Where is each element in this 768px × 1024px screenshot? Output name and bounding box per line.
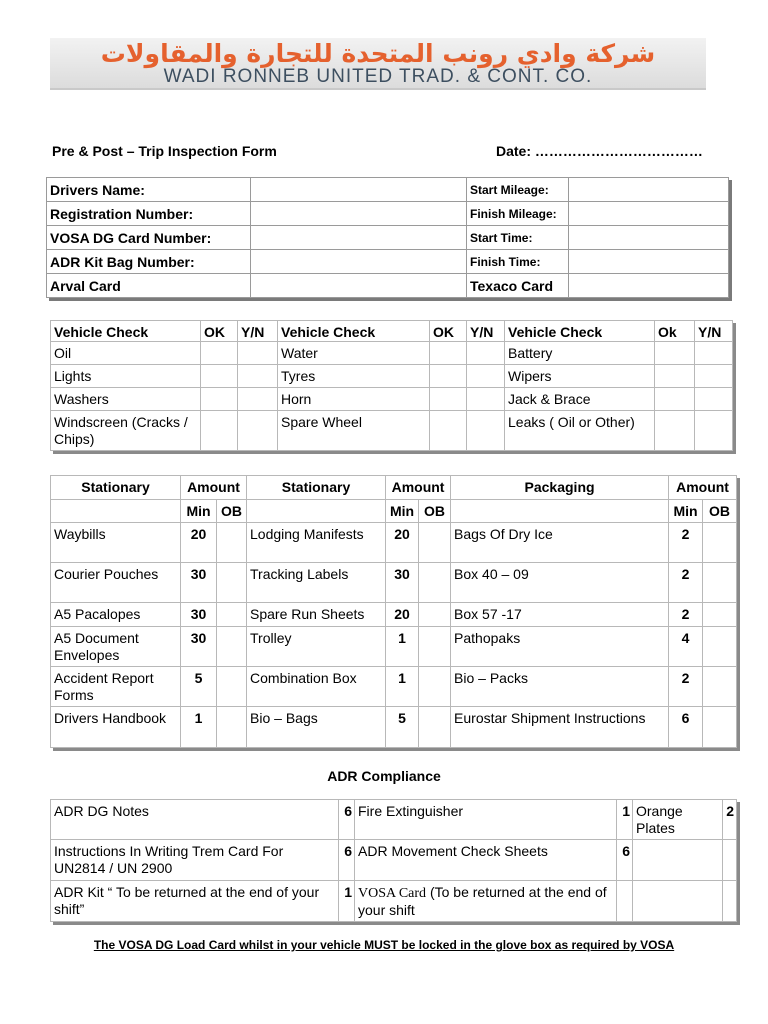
- ob-cell[interactable]: [703, 707, 737, 748]
- adr-item: Instructions In Writing Trem Card For UN2814 / UN 2900: [51, 840, 339, 881]
- ob-cell[interactable]: [419, 523, 451, 563]
- min-value: 30: [181, 563, 217, 603]
- ok-cell[interactable]: [655, 388, 695, 411]
- ok-cell[interactable]: [430, 388, 467, 411]
- ob-cell[interactable]: [217, 627, 247, 667]
- table-row: [51, 603, 737, 627]
- ob-cell[interactable]: [703, 667, 737, 707]
- check-item: Water: [278, 342, 430, 365]
- column-header: Vehicle Check: [278, 321, 430, 342]
- stationary-table: [50, 475, 737, 748]
- ok-cell[interactable]: [430, 342, 467, 365]
- yn-cell[interactable]: [467, 411, 505, 451]
- check-item: Tyres: [278, 365, 430, 388]
- min-header: Min: [386, 500, 419, 523]
- table-row: [51, 411, 733, 451]
- adr-qty: 6: [339, 840, 355, 881]
- info-label: Finish Time:: [467, 250, 569, 274]
- adr-qty: [723, 840, 737, 881]
- table-row: [51, 707, 737, 748]
- yn-cell[interactable]: [238, 411, 278, 451]
- ob-header: OB: [703, 500, 737, 523]
- ob-cell[interactable]: [217, 707, 247, 748]
- check-item: Wipers: [505, 365, 655, 388]
- table-row: [51, 563, 737, 603]
- column-header: Vehicle Check: [51, 321, 201, 342]
- table-row: [51, 800, 737, 840]
- vosa-card-label: VOSA Card: [358, 886, 427, 901]
- info-value-field[interactable]: [569, 274, 729, 298]
- yn-cell[interactable]: [238, 388, 278, 411]
- ob-cell[interactable]: [703, 563, 737, 603]
- ob-cell[interactable]: [217, 523, 247, 563]
- yn-cell[interactable]: [467, 342, 505, 365]
- adr-qty: 2: [723, 800, 737, 840]
- item-name: Bio – Packs: [451, 667, 669, 707]
- table-row: [47, 178, 729, 202]
- adr-item: [355, 881, 617, 922]
- item-name: Courier Pouches: [51, 563, 181, 603]
- adr-qty: 1: [339, 881, 355, 922]
- adr-item-note: (To be returned at the end of your shift: [358, 884, 607, 918]
- company-name-arabic: شركة وادي رونب المتحدة للتجارة والمقاولات: [100, 39, 656, 68]
- table-row: [47, 274, 729, 298]
- adr-qty: 6: [617, 840, 633, 881]
- min-value: 20: [181, 523, 217, 563]
- column-header: Y/N: [467, 321, 505, 342]
- check-item: Battery: [505, 342, 655, 365]
- ob-header: OB: [419, 500, 451, 523]
- check-item: Windscreen (Cracks / Chips): [51, 411, 201, 451]
- table-subheader-row: [51, 500, 737, 523]
- info-value-field[interactable]: [251, 226, 467, 250]
- item-name: Box 40 – 09: [451, 563, 669, 603]
- min-value: 5: [386, 707, 419, 748]
- item-name: Drivers Handbook: [51, 707, 181, 748]
- column-header: Amount: [181, 476, 247, 500]
- driver-info-table: [46, 177, 729, 298]
- check-item: Jack & Brace: [505, 388, 655, 411]
- ob-header: OB: [217, 500, 247, 523]
- item-name: Bags Of Dry Ice: [451, 523, 669, 563]
- adr-qty: 6: [339, 800, 355, 840]
- info-label: ADR Kit Bag Number:: [47, 250, 251, 274]
- column-header: Packaging: [451, 476, 669, 500]
- table-row: [51, 627, 737, 667]
- table-row: [51, 840, 737, 881]
- table-row: [51, 667, 737, 707]
- info-label: Start Time:: [467, 226, 569, 250]
- check-item: Lights: [51, 365, 201, 388]
- info-value-field[interactable]: [251, 274, 467, 298]
- info-label: VOSA DG Card Number:: [47, 226, 251, 250]
- column-header: Ok: [655, 321, 695, 342]
- min-value: 2: [669, 603, 703, 627]
- adr-qty: [723, 881, 737, 922]
- footer-note: [0, 938, 768, 952]
- info-label: Finish Mileage:: [467, 202, 569, 226]
- column-header: Vehicle Check: [505, 321, 655, 342]
- check-item: Spare Wheel: [278, 411, 430, 451]
- min-value: 30: [181, 627, 217, 667]
- column-header: Y/N: [238, 321, 278, 342]
- adr-section-title: ADR Compliance: [327, 768, 441, 784]
- info-label: Start Mileage:: [467, 178, 569, 202]
- adr-qty: [617, 881, 633, 922]
- company-logo: [50, 38, 706, 92]
- item-name: Waybills: [51, 523, 181, 563]
- yn-cell[interactable]: [238, 342, 278, 365]
- min-value: 2: [669, 563, 703, 603]
- column-header: Stationary: [247, 476, 386, 500]
- footer-note-text: The VOSA DG Load Card whilst in your vehicle MUST be locked in the glove box as required by VOSA: [93, 938, 675, 952]
- info-value-field[interactable]: [251, 202, 467, 226]
- item-name: Trolley: [247, 627, 386, 667]
- yn-cell[interactable]: [695, 365, 733, 388]
- min-value: 20: [386, 523, 419, 563]
- ok-cell[interactable]: [201, 342, 238, 365]
- table-row: [51, 523, 737, 563]
- ob-cell[interactable]: [703, 627, 737, 667]
- min-value: 2: [669, 523, 703, 563]
- adr-item: [633, 840, 723, 881]
- column-header: Amount: [386, 476, 451, 500]
- item-name: Combination Box: [247, 667, 386, 707]
- column-header: OK: [201, 321, 238, 342]
- adr-qty: 1: [617, 800, 633, 840]
- ok-cell[interactable]: [201, 365, 238, 388]
- ob-cell[interactable]: [217, 563, 247, 603]
- min-value: 5: [181, 667, 217, 707]
- yn-cell[interactable]: [467, 388, 505, 411]
- adr-item: Orange Plates: [633, 800, 723, 840]
- table-row: [47, 202, 729, 226]
- min-value: 30: [386, 563, 419, 603]
- ok-cell[interactable]: [430, 411, 467, 451]
- yn-cell[interactable]: [238, 365, 278, 388]
- adr-item: [633, 881, 723, 922]
- info-label: Arval Card: [47, 274, 251, 298]
- yn-cell[interactable]: [695, 388, 733, 411]
- company-name-english: WADI RONNEB UNITED TRAD. & CONT. CO.: [163, 66, 593, 87]
- min-header: Min: [669, 500, 703, 523]
- min-header: Min: [181, 500, 217, 523]
- adr-item: ADR Kit “ To be returned at the end of your shift”: [51, 881, 339, 922]
- adr-item: Fire Extinguisher: [355, 800, 617, 840]
- ob-cell[interactable]: [419, 627, 451, 667]
- min-value: 1: [386, 667, 419, 707]
- table-row: [51, 388, 733, 411]
- min-value: 6: [669, 707, 703, 748]
- ob-cell[interactable]: [419, 603, 451, 627]
- column-header: Amount: [669, 476, 737, 500]
- info-value-field[interactable]: [569, 178, 729, 202]
- table-row: [47, 226, 729, 250]
- ok-cell[interactable]: [655, 411, 695, 451]
- min-value: 2: [669, 667, 703, 707]
- ok-cell[interactable]: [201, 411, 238, 451]
- item-name: Accident Report Forms: [51, 667, 181, 707]
- check-item: Horn: [278, 388, 430, 411]
- ob-cell[interactable]: [217, 667, 247, 707]
- table-row: [51, 365, 733, 388]
- item-name: Lodging Manifests: [247, 523, 386, 563]
- column-header: Stationary: [51, 476, 181, 500]
- item-name: Eurostar Shipment Instructions: [451, 707, 669, 748]
- yn-cell[interactable]: [467, 365, 505, 388]
- ob-cell[interactable]: [419, 563, 451, 603]
- adr-compliance-table: [50, 799, 737, 922]
- item-name: Spare Run Sheets: [247, 603, 386, 627]
- ok-cell[interactable]: [655, 365, 695, 388]
- min-value: 30: [181, 603, 217, 627]
- adr-item: ADR DG Notes: [51, 800, 339, 840]
- yn-cell[interactable]: [695, 411, 733, 451]
- info-value-field[interactable]: [569, 226, 729, 250]
- ok-cell[interactable]: [430, 365, 467, 388]
- min-value: 4: [669, 627, 703, 667]
- item-name: A5 Pacalopes: [51, 603, 181, 627]
- min-value: 20: [386, 603, 419, 627]
- item-name: Pathopaks: [451, 627, 669, 667]
- item-name: Bio – Bags: [247, 707, 386, 748]
- info-label: Registration Number:: [47, 202, 251, 226]
- table-row: [47, 250, 729, 274]
- min-value: 1: [386, 627, 419, 667]
- ok-cell[interactable]: [201, 388, 238, 411]
- table-row: [51, 342, 733, 365]
- ob-cell[interactable]: [217, 603, 247, 627]
- info-value-field[interactable]: [251, 250, 467, 274]
- table-row: [51, 881, 737, 922]
- check-item: Leaks ( Oil or Other): [505, 411, 655, 451]
- info-value-field[interactable]: [569, 250, 729, 274]
- item-name: Box 57 -17: [451, 603, 669, 627]
- info-label: Drivers Name:: [47, 178, 251, 202]
- column-header: Y/N: [695, 321, 733, 342]
- vehicle-check-table: [50, 320, 733, 451]
- item-name: Tracking Labels: [247, 563, 386, 603]
- yn-cell[interactable]: [695, 342, 733, 365]
- min-value: 1: [181, 707, 217, 748]
- ob-cell[interactable]: [419, 667, 451, 707]
- ob-cell[interactable]: [703, 603, 737, 627]
- table-header-row: [51, 321, 733, 342]
- check-item: Oil: [51, 342, 201, 365]
- date-field[interactable]: Date: ………………………………: [496, 143, 703, 159]
- info-value-field[interactable]: [251, 178, 467, 202]
- column-header: OK: [430, 321, 467, 342]
- form-title: Pre & Post – Trip Inspection Form: [52, 143, 277, 159]
- info-value-field[interactable]: [569, 202, 729, 226]
- table-header-row: [51, 476, 737, 500]
- info-label: Texaco Card: [467, 274, 569, 298]
- ok-cell[interactable]: [655, 342, 695, 365]
- check-item: Washers: [51, 388, 201, 411]
- item-name: A5 Document Envelopes: [51, 627, 181, 667]
- ob-cell[interactable]: [703, 523, 737, 563]
- ob-cell[interactable]: [419, 707, 451, 748]
- adr-item: ADR Movement Check Sheets: [355, 840, 617, 881]
